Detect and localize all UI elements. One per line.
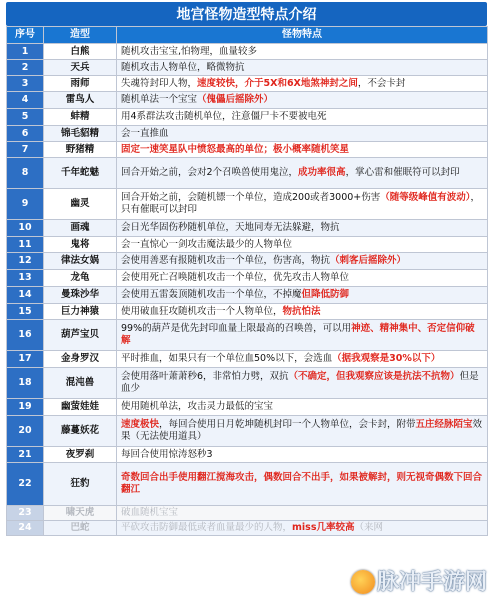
row-index: 20	[7, 416, 44, 447]
trait-text: ，每回合使用日月乾坤随机封印一个人物单位，会卡封，附带	[159, 419, 416, 430]
header-traits: 怪物特点	[117, 27, 488, 44]
monster-traits	[117, 92, 488, 109]
monster-traits	[117, 253, 488, 270]
row-index: 23	[7, 506, 44, 521]
monster-name: 葫芦宝贝	[44, 320, 117, 351]
table-row	[7, 447, 488, 463]
row-index: 17	[7, 351, 44, 368]
trait-text: 随机攻击人物单位，略微物抗	[121, 61, 245, 73]
table-row	[7, 463, 488, 506]
monster-name: 金身罗汉	[44, 351, 117, 368]
trait-text: 会使用五雷轰顶随机攻击一个单位，不掉魔	[121, 289, 302, 300]
row-index: 10	[7, 220, 44, 237]
table-row	[7, 92, 488, 109]
table-row	[7, 351, 488, 368]
table-row	[7, 416, 488, 447]
trait-text: 随机单法一个宝宝	[121, 94, 198, 105]
monster-name: 锦毛貂精	[44, 126, 117, 142]
highlight-text: 五庄经脉陌宝	[415, 419, 473, 430]
row-index: 16	[7, 320, 44, 351]
table-row	[7, 399, 488, 416]
trait-text: ，只有催眠可以封印	[121, 192, 481, 215]
monster-traits	[117, 237, 488, 253]
monster-name: 狂豹	[44, 463, 117, 506]
monster-table	[6, 26, 488, 536]
trait-text: 回合开始之前，会对2个召唤兽使用鬼泣，	[121, 167, 299, 178]
table-row	[7, 142, 488, 158]
row-index: 3	[7, 76, 44, 92]
trait-text: （来网	[354, 522, 383, 533]
monster-name: 曼珠沙华	[44, 287, 117, 304]
row-index: 22	[7, 463, 44, 506]
table-body	[7, 44, 488, 536]
monster-traits	[117, 399, 488, 416]
monster-name: 律法女娲	[44, 253, 117, 270]
watermark-text: 脉冲手游网	[376, 570, 487, 595]
highlight-text: 成功率很高	[298, 167, 346, 178]
table-row	[7, 189, 488, 220]
highlight-text: 物抗怕法	[282, 305, 321, 317]
table-row	[7, 521, 488, 536]
monster-traits	[117, 304, 488, 320]
highlight-text: miss几率较高	[292, 522, 355, 533]
row-index: 15	[7, 304, 44, 320]
monster-traits	[117, 189, 488, 220]
highlight-text: （刺客后摇除外）	[330, 255, 407, 266]
trait-text: 破血随机宝宝	[121, 507, 179, 518]
row-index: 9	[7, 189, 44, 220]
row-index: 19	[7, 399, 44, 416]
monster-traits	[117, 416, 488, 447]
monster-name: 夜罗刹	[44, 447, 117, 463]
table-row	[7, 60, 488, 76]
watermark-logo-icon	[351, 570, 375, 594]
row-index: 18	[7, 368, 44, 399]
monster-name: 天兵	[44, 60, 117, 76]
table-row	[7, 320, 488, 351]
monster-name: 画魂	[44, 220, 117, 237]
monster-traits	[117, 44, 488, 60]
monster-name: 幽萤娃娃	[44, 399, 117, 416]
trait-text: 随机攻击宝宝,怕物理，血量较多	[121, 45, 258, 57]
row-index: 21	[7, 447, 44, 463]
row-index: 5	[7, 109, 44, 126]
table-row	[7, 76, 488, 92]
monster-name: 野猪精	[44, 142, 117, 158]
trait-text: 每回合使用惊涛怒秒3	[121, 448, 213, 460]
row-index: 24	[7, 521, 44, 536]
monster-name: 啸天虎	[44, 506, 117, 521]
trait-text: 会一直惊心一剑攻击魔法最少的人物单位	[121, 238, 293, 250]
trait-text: 会日光华固伤秒随机单位，天地同寿无法躲避，物抗	[121, 222, 340, 233]
table-row	[7, 126, 488, 142]
trait-text: 失魂符封印人物，	[121, 77, 198, 89]
highlight-text: （据我观察是30%以下）	[332, 353, 441, 364]
monster-traits	[117, 320, 488, 351]
table-row	[7, 506, 488, 521]
highlight-text: 奇数回合出手使用翻江搅海攻击，偶数回合不出手，如果被解封，则无视奇偶数下回合翻江	[121, 472, 483, 495]
highlight-text: （不确定，但我观察应该是抗法不抗物）	[288, 371, 460, 382]
monster-name: 龙龟	[44, 270, 117, 287]
trait-text: 会使用善恶有报随机攻击一个单位，伤害高，物抗	[121, 255, 331, 266]
trait-text: 回合开始之前，会随机镖一个单位，造成200或者3000+伤害	[121, 192, 381, 203]
monster-name: 巨力神猿	[44, 304, 117, 320]
highlight-text: 速度极快	[121, 419, 160, 430]
monster-traits	[117, 109, 488, 126]
monster-name: 蚌精	[44, 109, 117, 126]
monster-traits	[117, 447, 488, 463]
trait-text: ，不会卡封	[357, 77, 406, 89]
monster-name: 巴蛇	[44, 521, 117, 536]
monster-name: 藤蔓妖花	[44, 416, 117, 447]
highlight-text: 速度较快，介于5X和6X地煞神封之间	[197, 77, 358, 89]
highlight-text: 固定一速笑星队中愤怒最高的单位；极小概率随机笑星	[121, 143, 350, 155]
trait-text: 平时推血，如果只有一个单位血50%以下，会选血	[121, 353, 333, 364]
row-index: 13	[7, 270, 44, 287]
monster-name: 混沌兽	[44, 368, 117, 399]
monster-traits	[117, 521, 488, 536]
trait-text: 用4系群法攻击随机单位，注意僵尸卡不要被电死	[121, 111, 327, 122]
trait-text: 平砍攻击防御最低或者血量最少的人物，	[121, 522, 293, 533]
monster-name: 雨师	[44, 76, 117, 92]
monster-traits	[117, 287, 488, 304]
row-index: 8	[7, 158, 44, 189]
table-row	[7, 158, 488, 189]
header-form: 造型	[44, 27, 117, 44]
highlight-text: （傀儡后摇除外）	[197, 94, 274, 105]
table-row	[7, 304, 488, 320]
row-index: 12	[7, 253, 44, 270]
header-index: 序号	[7, 27, 44, 44]
monster-traits	[117, 351, 488, 368]
trait-text: 效果（无法使用道具）	[121, 419, 483, 442]
table-row	[7, 270, 488, 287]
monster-traits	[117, 368, 488, 399]
monster-traits	[117, 220, 488, 237]
monster-name: 幽灵	[44, 189, 117, 220]
page-title: 地宫怪物造型特点介绍	[6, 2, 487, 26]
monster-traits	[117, 270, 488, 287]
monster-name: 雷鸟人	[44, 92, 117, 109]
highlight-text: （随等级峰值有波动）	[380, 192, 471, 203]
highlight-text: 但降低防御	[301, 289, 350, 300]
monster-name: 白熊	[44, 44, 117, 60]
row-index: 6	[7, 126, 44, 142]
monster-traits	[117, 142, 488, 158]
monster-traits	[117, 126, 488, 142]
table-row	[7, 287, 488, 304]
table-row	[7, 368, 488, 399]
monster-name: 千年蛇魅	[44, 158, 117, 189]
table-header-row	[7, 27, 488, 44]
trait-text: 会一直推血	[121, 127, 169, 139]
monster-traits	[117, 158, 488, 189]
monster-traits	[117, 463, 488, 506]
row-index: 2	[7, 60, 44, 76]
monster-traits	[117, 60, 488, 76]
monster-traits	[117, 506, 488, 521]
trait-text: 使用随机单法，攻击灵力最低的宝宝	[121, 401, 274, 412]
table-row	[7, 220, 488, 237]
monster-name: 鬼将	[44, 237, 117, 253]
table-row	[7, 109, 488, 126]
trait-text: 会使用落叶萧萧秒6，非常怕力劈，双抗	[121, 371, 289, 382]
row-index: 14	[7, 287, 44, 304]
row-index: 1	[7, 44, 44, 60]
trait-text: 会使用死亡召唤随机攻击一个单位，优先攻击人物单位	[121, 272, 350, 283]
table-row	[7, 44, 488, 60]
highlight-text: 神迹、精神集中、否定信仰破解	[121, 323, 475, 346]
row-index: 7	[7, 142, 44, 158]
trait-text: 但是血少	[121, 371, 479, 394]
trait-text: ，掌心雷和催眠符可以封印	[345, 167, 460, 178]
table-row	[7, 237, 488, 253]
row-index: 4	[7, 92, 44, 109]
monster-traits	[117, 76, 488, 92]
trait-text: 99%的葫芦是优先封印血量上限最高的召唤兽，可以用	[121, 323, 352, 334]
table-row	[7, 253, 488, 270]
row-index: 11	[7, 237, 44, 253]
trait-text: 使用破血狂攻随机攻击一个人物单位，	[121, 305, 283, 317]
